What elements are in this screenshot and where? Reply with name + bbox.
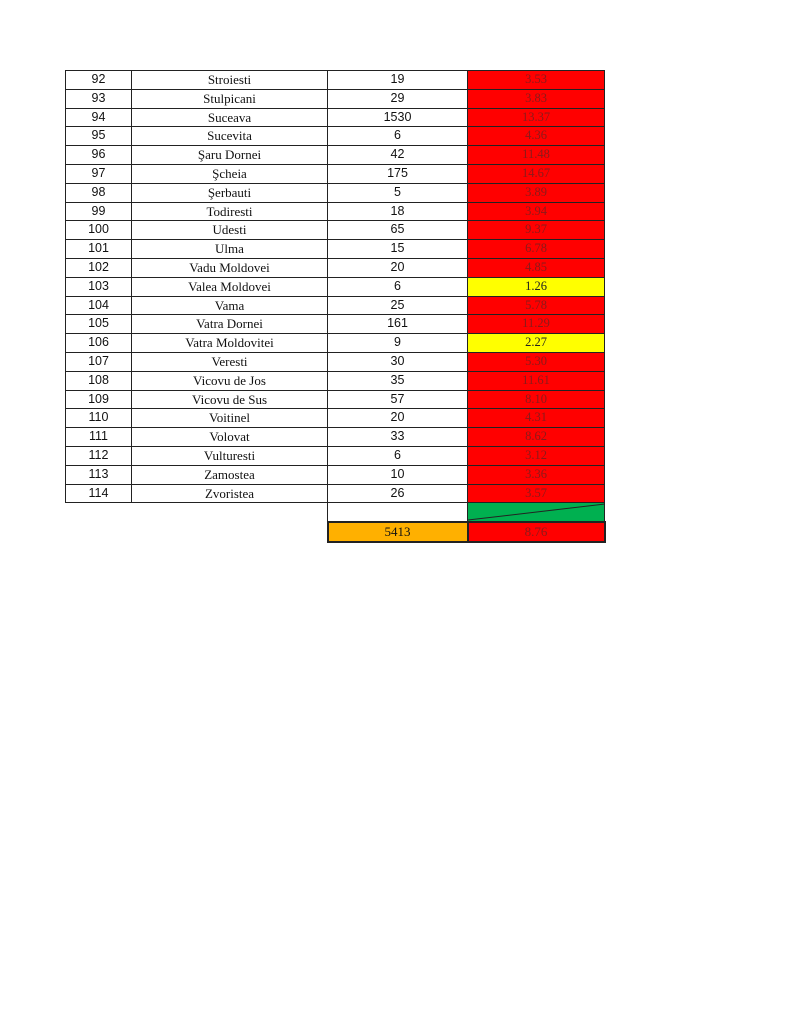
case-count: 1530 bbox=[328, 108, 468, 127]
locality-name: Zamostea bbox=[132, 465, 328, 484]
case-count: 57 bbox=[328, 390, 468, 409]
row-number: 105 bbox=[66, 315, 132, 334]
row-number: 114 bbox=[66, 484, 132, 503]
row-number: 110 bbox=[66, 409, 132, 428]
locality-name: Şcheia bbox=[132, 164, 328, 183]
row-number: 104 bbox=[66, 296, 132, 315]
incidence-rate: 8.10 bbox=[468, 390, 605, 409]
locality-name: Veresti bbox=[132, 352, 328, 371]
table-row bbox=[66, 390, 605, 409]
incidence-rate: 4.85 bbox=[468, 258, 605, 277]
locality-name: Udesti bbox=[132, 221, 328, 240]
diagonal-line-icon bbox=[468, 503, 605, 521]
table-row bbox=[66, 108, 605, 127]
total-cases: 5413 bbox=[328, 522, 468, 542]
row-number: 94 bbox=[66, 108, 132, 127]
row-number: 111 bbox=[66, 428, 132, 447]
table-row bbox=[66, 484, 605, 503]
case-count: 20 bbox=[328, 409, 468, 428]
table-row bbox=[66, 352, 605, 371]
data-table bbox=[65, 70, 606, 543]
locality-name: Şaru Dornei bbox=[132, 146, 328, 165]
case-count: 29 bbox=[328, 89, 468, 108]
incidence-rate: 14.67 bbox=[468, 164, 605, 183]
row-number: 106 bbox=[66, 334, 132, 353]
incidence-rate: 4.31 bbox=[468, 409, 605, 428]
case-count: 5 bbox=[328, 183, 468, 202]
case-count: 18 bbox=[328, 202, 468, 221]
case-count: 26 bbox=[328, 484, 468, 503]
table-row bbox=[66, 127, 605, 146]
case-count: 6 bbox=[328, 446, 468, 465]
incidence-rate: 3.36 bbox=[468, 465, 605, 484]
case-count: 9 bbox=[328, 334, 468, 353]
table-row bbox=[66, 146, 605, 165]
incidence-rate: 3.83 bbox=[468, 89, 605, 108]
locality-name: Voitinel bbox=[132, 409, 328, 428]
locality-name: Volovat bbox=[132, 428, 328, 447]
case-count: 35 bbox=[328, 371, 468, 390]
locality-name: Şerbauti bbox=[132, 183, 328, 202]
table-row bbox=[66, 371, 605, 390]
locality-name: Vicovu de Sus bbox=[132, 390, 328, 409]
empty-cell bbox=[328, 503, 468, 522]
table-row bbox=[66, 183, 605, 202]
incidence-rate: 11.61 bbox=[468, 371, 605, 390]
case-count: 42 bbox=[328, 146, 468, 165]
row-number: 101 bbox=[66, 240, 132, 259]
empty-cell bbox=[132, 522, 328, 542]
incidence-rate: 3.12 bbox=[468, 446, 605, 465]
row-number: 95 bbox=[66, 127, 132, 146]
locality-name: Vatra Dornei bbox=[132, 315, 328, 334]
incidence-rate: 4.36 bbox=[468, 127, 605, 146]
case-count: 161 bbox=[328, 315, 468, 334]
table-row bbox=[66, 202, 605, 221]
incidence-rate: 9.37 bbox=[468, 221, 605, 240]
table-row bbox=[66, 296, 605, 315]
table-row bbox=[66, 277, 605, 296]
row-number: 109 bbox=[66, 390, 132, 409]
locality-name: Todiresti bbox=[132, 202, 328, 221]
table-row bbox=[66, 258, 605, 277]
incidence-rate: 5.30 bbox=[468, 352, 605, 371]
incidence-rate: 3.89 bbox=[468, 183, 605, 202]
case-count: 15 bbox=[328, 240, 468, 259]
table-row bbox=[66, 446, 605, 465]
row-number: 112 bbox=[66, 446, 132, 465]
incidence-rate: 11.29 bbox=[468, 315, 605, 334]
row-number: 99 bbox=[66, 202, 132, 221]
table-row bbox=[66, 89, 605, 108]
locality-name: Vadu Moldovei bbox=[132, 258, 328, 277]
case-count: 20 bbox=[328, 258, 468, 277]
incidence-rate: 11.48 bbox=[468, 146, 605, 165]
row-number: 102 bbox=[66, 258, 132, 277]
locality-name: Zvoristea bbox=[132, 484, 328, 503]
row-number: 103 bbox=[66, 277, 132, 296]
case-count: 33 bbox=[328, 428, 468, 447]
incidence-rate: 3.57 bbox=[468, 484, 605, 503]
total-rate: 8.76 bbox=[468, 522, 605, 542]
locality-name: Stroiesti bbox=[132, 71, 328, 90]
case-count: 6 bbox=[328, 127, 468, 146]
incidence-rate: 3.94 bbox=[468, 202, 605, 221]
locality-name: Vicovu de Jos bbox=[132, 371, 328, 390]
table-body bbox=[66, 71, 605, 503]
incidence-rate: 2.27 bbox=[468, 334, 605, 353]
case-count: 6 bbox=[328, 277, 468, 296]
row-number: 97 bbox=[66, 164, 132, 183]
case-count: 25 bbox=[328, 296, 468, 315]
case-count: 175 bbox=[328, 164, 468, 183]
table-row bbox=[66, 409, 605, 428]
row-number: 113 bbox=[66, 465, 132, 484]
table-row bbox=[66, 221, 605, 240]
locality-name: Valea Moldovei bbox=[132, 277, 328, 296]
case-count: 10 bbox=[328, 465, 468, 484]
table-row bbox=[66, 428, 605, 447]
table-row bbox=[66, 315, 605, 334]
incidence-rate: 3.53 bbox=[468, 71, 605, 90]
table-row bbox=[66, 71, 605, 90]
locality-name: Ulma bbox=[132, 240, 328, 259]
row-number: 98 bbox=[66, 183, 132, 202]
locality-name: Stulpicani bbox=[132, 89, 328, 108]
locality-name: Sucevita bbox=[132, 127, 328, 146]
case-count: 19 bbox=[328, 71, 468, 90]
row-number: 96 bbox=[66, 146, 132, 165]
case-count: 65 bbox=[328, 221, 468, 240]
green-marker-cell bbox=[468, 503, 605, 522]
empty-cell bbox=[66, 503, 132, 522]
table-row bbox=[66, 465, 605, 484]
incidence-rate: 13.37 bbox=[468, 108, 605, 127]
table-footer bbox=[66, 503, 605, 542]
table-row bbox=[66, 164, 605, 183]
empty-cell bbox=[66, 522, 132, 542]
locality-name: Vulturesti bbox=[132, 446, 328, 465]
locality-name: Vama bbox=[132, 296, 328, 315]
row-number: 93 bbox=[66, 89, 132, 108]
locality-name: Suceava bbox=[132, 108, 328, 127]
table-row bbox=[66, 334, 605, 353]
table-row bbox=[66, 240, 605, 259]
locality-name: Vatra Moldovitei bbox=[132, 334, 328, 353]
incidence-rate: 1.26 bbox=[468, 277, 605, 296]
incidence-rate: 8.62 bbox=[468, 428, 605, 447]
row-number: 107 bbox=[66, 352, 132, 371]
totals-row bbox=[66, 522, 605, 542]
row-number: 100 bbox=[66, 221, 132, 240]
incidence-rate: 5.78 bbox=[468, 296, 605, 315]
incidence-rate: 6.78 bbox=[468, 240, 605, 259]
row-number: 108 bbox=[66, 371, 132, 390]
row-number: 92 bbox=[66, 71, 132, 90]
case-count: 30 bbox=[328, 352, 468, 371]
marker-row bbox=[66, 503, 605, 522]
empty-cell bbox=[132, 503, 328, 522]
